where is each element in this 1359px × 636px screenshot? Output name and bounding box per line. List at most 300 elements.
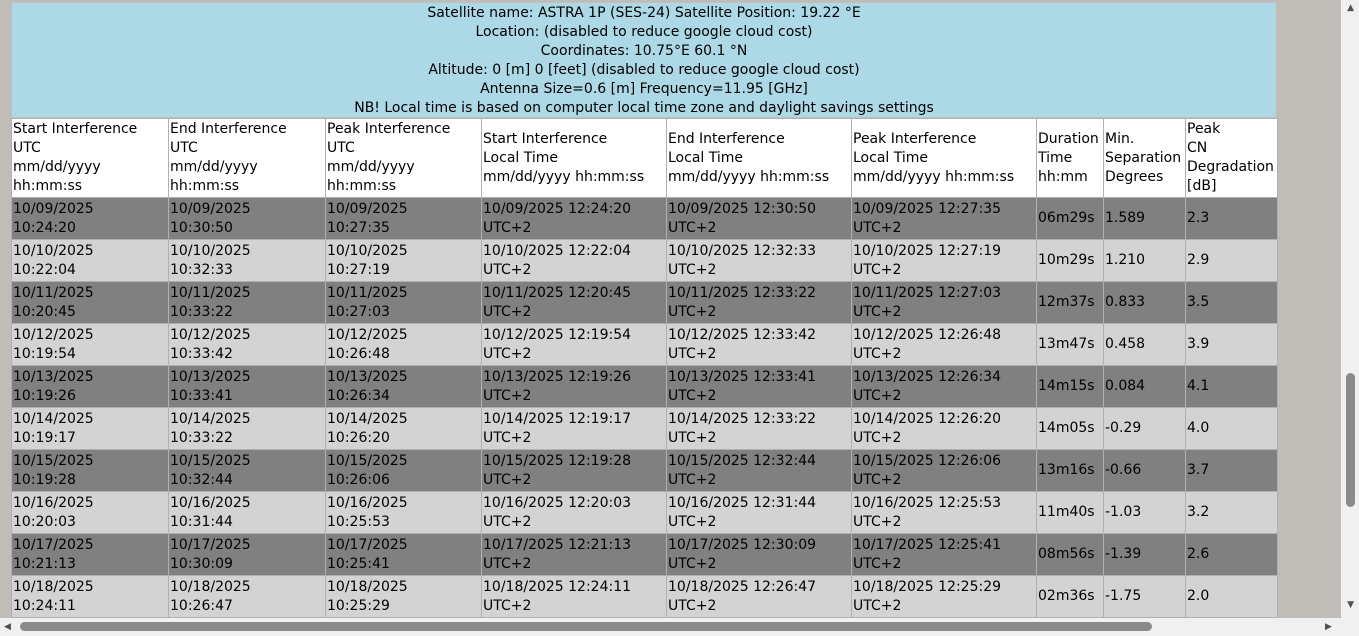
cell-line: 10/10/2025 bbox=[13, 242, 94, 259]
cell-end-local bbox=[667, 450, 852, 492]
cell-line: 10:30:50 bbox=[170, 219, 233, 236]
cell-line: 10m29s bbox=[1038, 252, 1095, 268]
cell-min-separation bbox=[1104, 576, 1186, 618]
cell-line: UTC+2 bbox=[483, 345, 532, 362]
cell-start-local bbox=[482, 450, 667, 492]
coordinates-line: Coordinates: 10.75°E 60.1 °N bbox=[540, 43, 748, 59]
cell-line: 10/17/2025 bbox=[170, 536, 251, 553]
cell-end-utc bbox=[169, 282, 326, 324]
cell-end-local bbox=[667, 240, 852, 282]
cell-line: 10:26:34 bbox=[327, 387, 390, 404]
location-line: Location: (disabled to reduce google cloud cost) bbox=[475, 24, 813, 40]
column-header-line: UTC bbox=[13, 140, 41, 156]
cell-line: 2.0 bbox=[1187, 588, 1210, 604]
cell-line: 10:26:06 bbox=[327, 471, 390, 488]
cell-line: 10:24:20 bbox=[13, 219, 76, 236]
cell-line: 10/15/2025 12:32:44 bbox=[668, 452, 817, 469]
cell-line: 14m05s bbox=[1038, 420, 1095, 436]
column-header-line: CN bbox=[1187, 140, 1208, 156]
cell-line: 10/18/2025 12:24:11 bbox=[483, 578, 632, 595]
column-header-line: mm/dd/yyyy bbox=[327, 159, 415, 175]
cell-line: UTC+2 bbox=[668, 219, 717, 236]
cell-min-separation bbox=[1104, 240, 1186, 282]
local-time-note: NB! Local time is based on computer local time zone and daylight savings settings bbox=[354, 100, 934, 116]
cell-line: 14m15s bbox=[1038, 378, 1095, 394]
cell-peak-cn-degradation bbox=[1186, 198, 1278, 240]
cell-line: 10/11/2025 bbox=[170, 284, 251, 301]
table-row bbox=[12, 324, 1278, 366]
cell-line: 10/14/2025 bbox=[327, 410, 408, 427]
cell-line: UTC+2 bbox=[853, 303, 902, 320]
cell-line: 13m47s bbox=[1038, 336, 1095, 352]
cell-duration bbox=[1037, 408, 1104, 450]
cell-line: 2.3 bbox=[1187, 210, 1210, 226]
cell-line: 10/16/2025 bbox=[170, 494, 251, 511]
cell-end-utc bbox=[169, 450, 326, 492]
cell-peak-cn-degradation bbox=[1186, 492, 1278, 534]
cell-line: 10:32:33 bbox=[170, 261, 233, 278]
cell-min-separation bbox=[1104, 534, 1186, 576]
cell-min-separation bbox=[1104, 324, 1186, 366]
cell-peak-cn-degradation bbox=[1186, 408, 1278, 450]
cell-line: 1.210 bbox=[1105, 252, 1146, 268]
cell-line: -0.66 bbox=[1105, 462, 1142, 478]
cell-start-local bbox=[482, 282, 667, 324]
cell-peak-local bbox=[852, 198, 1037, 240]
table-header-row bbox=[12, 119, 1278, 198]
cell-line: 10:26:47 bbox=[170, 597, 233, 614]
column-header-peak-local bbox=[852, 119, 1037, 198]
cell-line: 10/14/2025 12:33:22 bbox=[668, 410, 817, 427]
cell-line: 10:25:29 bbox=[327, 597, 390, 614]
cell-line: 10/13/2025 12:33:41 bbox=[668, 368, 817, 385]
cell-line: 10/11/2025 12:33:22 bbox=[668, 284, 817, 301]
cell-line: UTC+2 bbox=[853, 387, 902, 404]
table-row bbox=[12, 282, 1278, 324]
cell-line: UTC+2 bbox=[853, 345, 902, 362]
column-header-start-utc bbox=[12, 119, 169, 198]
cell-line: UTC+2 bbox=[483, 303, 532, 320]
vertical-scroll-thumb[interactable] bbox=[1346, 373, 1355, 507]
cell-start-local bbox=[482, 366, 667, 408]
cell-line: UTC+2 bbox=[853, 429, 902, 446]
altitude-line: Altitude: 0 [m] 0 [feet] (disabled to reduce google cloud cost) bbox=[428, 62, 860, 78]
cell-start-local bbox=[482, 408, 667, 450]
cell-duration bbox=[1037, 450, 1104, 492]
cell-peak-local bbox=[852, 408, 1037, 450]
cell-start-local bbox=[482, 324, 667, 366]
cell-line: 10:26:20 bbox=[327, 429, 390, 446]
column-header-line: hh:mm:ss bbox=[13, 178, 83, 194]
satellite-name-line: Satellite name: ASTRA 1P (SES-24) Satellite Position: 19.22 °E bbox=[427, 5, 861, 21]
cell-line: 10:19:26 bbox=[13, 387, 76, 404]
cell-end-utc bbox=[169, 534, 326, 576]
cell-peak-local bbox=[852, 576, 1037, 618]
cell-min-separation bbox=[1104, 366, 1186, 408]
cell-line: 10/09/2025 12:30:50 bbox=[668, 200, 817, 217]
cell-line: 10:33:22 bbox=[170, 429, 233, 446]
cell-line: 10/12/2025 bbox=[170, 326, 251, 343]
cell-end-local bbox=[667, 198, 852, 240]
cell-line: UTC+2 bbox=[483, 471, 532, 488]
cell-start-utc bbox=[12, 534, 169, 576]
cell-peak-utc bbox=[326, 282, 482, 324]
horizontal-scroll-thumb[interactable] bbox=[20, 622, 1152, 631]
cell-line: 10:33:41 bbox=[170, 387, 233, 404]
column-header-line: Start Interference bbox=[483, 130, 608, 147]
column-header-min-separation bbox=[1104, 119, 1186, 198]
cell-line: 10/18/2025 12:26:47 bbox=[668, 578, 817, 595]
cell-line: UTC+2 bbox=[853, 219, 902, 236]
vertical-scrollbar[interactable] bbox=[1341, 0, 1359, 618]
cell-line: 3.7 bbox=[1187, 462, 1210, 478]
column-header-line: End Interference bbox=[668, 130, 785, 147]
cell-line: UTC+2 bbox=[483, 219, 532, 236]
cell-line: 10:32:44 bbox=[170, 471, 233, 488]
cell-peak-local bbox=[852, 492, 1037, 534]
column-header-line: [dB] bbox=[1187, 178, 1217, 194]
cell-line: 10/16/2025 12:25:53 bbox=[853, 494, 1002, 511]
cell-line: 10:19:54 bbox=[13, 345, 76, 362]
cell-line: UTC+2 bbox=[853, 513, 902, 530]
cell-line: 10:31:44 bbox=[170, 513, 233, 530]
cell-min-separation bbox=[1104, 450, 1186, 492]
cell-line: UTC+2 bbox=[483, 555, 532, 572]
cell-peak-local bbox=[852, 534, 1037, 576]
table-row bbox=[12, 450, 1278, 492]
cell-start-local bbox=[482, 198, 667, 240]
cell-end-local bbox=[667, 324, 852, 366]
cell-line: 10/16/2025 12:31:44 bbox=[668, 494, 817, 511]
column-header-line: Local Time bbox=[483, 149, 558, 166]
cell-line: 10:22:04 bbox=[13, 261, 76, 278]
column-header-line: Degrees bbox=[1105, 168, 1164, 185]
cell-line: 10:21:13 bbox=[13, 555, 76, 572]
cell-min-separation bbox=[1104, 198, 1186, 240]
column-header-line: mm/dd/yyyy hh:mm:ss bbox=[668, 168, 830, 185]
cell-line: 10/12/2025 12:26:48 bbox=[853, 326, 1002, 343]
column-header-duration bbox=[1037, 119, 1104, 198]
cell-line: 10:27:35 bbox=[327, 219, 390, 236]
cell-line: 10:26:48 bbox=[327, 345, 390, 362]
cell-line: UTC+2 bbox=[668, 513, 717, 530]
cell-line: 3.9 bbox=[1187, 336, 1210, 352]
column-header-line: Start Interference bbox=[13, 121, 138, 137]
column-header-line: Local Time bbox=[668, 149, 743, 166]
cell-peak-local bbox=[852, 282, 1037, 324]
cell-line: 10/15/2025 bbox=[13, 452, 94, 469]
cell-line: UTC+2 bbox=[668, 303, 717, 320]
cell-line: 10/16/2025 12:20:03 bbox=[483, 494, 632, 511]
cell-line: UTC+2 bbox=[853, 597, 902, 614]
cell-duration bbox=[1037, 492, 1104, 534]
satellite-info-header bbox=[11, 2, 1277, 118]
cell-line: UTC+2 bbox=[668, 345, 717, 362]
antenna-line: Antenna Size=0.6 [m] Frequency=11.95 [GHz] bbox=[480, 81, 808, 97]
cell-line: 3.5 bbox=[1187, 294, 1210, 310]
interference-table bbox=[11, 118, 1278, 618]
cell-start-utc bbox=[12, 450, 169, 492]
column-header-line: Local Time bbox=[853, 149, 928, 166]
cell-start-utc bbox=[12, 282, 169, 324]
cell-peak-cn-degradation bbox=[1186, 366, 1278, 408]
cell-line: 10/09/2025 bbox=[170, 200, 251, 217]
cell-line: 10/10/2025 bbox=[327, 242, 408, 259]
column-header-peak-utc bbox=[326, 119, 482, 198]
cell-start-local bbox=[482, 534, 667, 576]
cell-peak-local bbox=[852, 324, 1037, 366]
cell-peak-utc bbox=[326, 198, 482, 240]
column-header-line: Degradation bbox=[1187, 159, 1274, 175]
interference-report bbox=[11, 2, 1277, 618]
cell-line: 10/17/2025 bbox=[13, 536, 94, 553]
cell-end-utc bbox=[169, 198, 326, 240]
column-header-line: Peak bbox=[1187, 121, 1221, 137]
cell-min-separation bbox=[1104, 492, 1186, 534]
cell-line: 13m16s bbox=[1038, 462, 1095, 478]
cell-line: 10:27:19 bbox=[327, 261, 390, 278]
cell-line: 10/12/2025 12:33:42 bbox=[668, 326, 817, 343]
column-header-line: Time bbox=[1038, 149, 1073, 166]
cell-peak-utc bbox=[326, 534, 482, 576]
cell-peak-cn-degradation bbox=[1186, 240, 1278, 282]
cell-line: 10/11/2025 bbox=[327, 284, 408, 301]
cell-line: 10/14/2025 bbox=[13, 410, 94, 427]
cell-start-utc bbox=[12, 408, 169, 450]
column-header-line: Peak Interference bbox=[327, 121, 451, 137]
cell-end-local bbox=[667, 282, 852, 324]
column-header-line: mm/dd/yyyy hh:mm:ss bbox=[853, 168, 1015, 185]
cell-line: 10/18/2025 bbox=[13, 578, 94, 595]
cell-line: -1.03 bbox=[1105, 504, 1142, 520]
table-row bbox=[12, 408, 1278, 450]
cell-line: 10:30:09 bbox=[170, 555, 233, 572]
cell-line: 12m37s bbox=[1038, 294, 1095, 310]
cell-line: 10/17/2025 bbox=[327, 536, 408, 553]
cell-line: 08m56s bbox=[1038, 546, 1095, 562]
cell-line: UTC+2 bbox=[853, 471, 902, 488]
cell-peak-utc bbox=[326, 450, 482, 492]
table-row bbox=[12, 576, 1278, 618]
cell-line: 10/10/2025 bbox=[170, 242, 251, 259]
table-row bbox=[12, 198, 1278, 240]
cell-line: 10/15/2025 12:26:06 bbox=[853, 452, 1002, 469]
cell-line: 10/12/2025 bbox=[13, 326, 94, 343]
cell-peak-cn-degradation bbox=[1186, 450, 1278, 492]
cell-line: 10/13/2025 bbox=[13, 368, 94, 385]
cell-line: 10/11/2025 12:27:03 bbox=[853, 284, 1002, 301]
cell-line: UTC+2 bbox=[483, 597, 532, 614]
table-row bbox=[12, 492, 1278, 534]
table-body bbox=[12, 198, 1278, 618]
cell-line: 10/09/2025 12:27:35 bbox=[853, 200, 1002, 217]
cell-duration bbox=[1037, 534, 1104, 576]
cell-line: 10/15/2025 12:19:28 bbox=[483, 452, 632, 469]
column-header-line: mm/dd/yyyy hh:mm:ss bbox=[483, 168, 645, 185]
column-header-line: UTC bbox=[170, 140, 198, 156]
cell-start-local bbox=[482, 240, 667, 282]
cell-peak-local bbox=[852, 240, 1037, 282]
cell-line: UTC+2 bbox=[668, 429, 717, 446]
cell-line: 10/16/2025 bbox=[13, 494, 94, 511]
cell-peak-cn-degradation bbox=[1186, 576, 1278, 618]
cell-end-local bbox=[667, 492, 852, 534]
column-header-line: Duration bbox=[1038, 130, 1099, 147]
cell-line: UTC+2 bbox=[853, 261, 902, 278]
cell-line: -1.39 bbox=[1105, 546, 1142, 562]
cell-peak-utc bbox=[326, 576, 482, 618]
horizontal-scrollbar[interactable] bbox=[0, 618, 1341, 636]
cell-peak-utc bbox=[326, 492, 482, 534]
column-header-end-local bbox=[667, 119, 852, 198]
cell-end-utc bbox=[169, 324, 326, 366]
cell-line: 10/11/2025 bbox=[13, 284, 94, 301]
column-header-line: UTC bbox=[327, 140, 355, 156]
cell-line: 4.1 bbox=[1187, 378, 1210, 394]
cell-line: 10/18/2025 bbox=[170, 578, 251, 595]
column-header-line: Separation bbox=[1105, 149, 1182, 166]
column-header-line: Peak Interference bbox=[853, 130, 977, 147]
cell-line: UTC+2 bbox=[483, 513, 532, 530]
cell-line: 2.9 bbox=[1187, 252, 1210, 268]
cell-line: 10:19:28 bbox=[13, 471, 76, 488]
cell-line: 10/13/2025 bbox=[170, 368, 251, 385]
cell-start-utc bbox=[12, 366, 169, 408]
cell-start-utc bbox=[12, 576, 169, 618]
cell-end-utc bbox=[169, 366, 326, 408]
column-header-end-utc bbox=[169, 119, 326, 198]
cell-peak-local bbox=[852, 450, 1037, 492]
cell-line: 10/18/2025 bbox=[327, 578, 408, 595]
cell-line: 02m36s bbox=[1038, 588, 1095, 604]
cell-line: 10/09/2025 bbox=[13, 200, 94, 217]
cell-line: 0.833 bbox=[1105, 294, 1146, 310]
cell-end-local bbox=[667, 366, 852, 408]
cell-line: 10/13/2025 12:19:26 bbox=[483, 368, 632, 385]
cell-line: 1.589 bbox=[1105, 210, 1146, 226]
cell-line: 10:33:42 bbox=[170, 345, 233, 362]
cell-end-utc bbox=[169, 240, 326, 282]
cell-line: 10:20:03 bbox=[13, 513, 76, 530]
cell-duration bbox=[1037, 198, 1104, 240]
cell-line: 10/18/2025 12:25:29 bbox=[853, 578, 1002, 595]
cell-line: 11m40s bbox=[1038, 504, 1095, 520]
table-row bbox=[12, 366, 1278, 408]
cell-line: 10/13/2025 12:26:34 bbox=[853, 368, 1002, 385]
cell-line: UTC+2 bbox=[668, 261, 717, 278]
cell-line: 0.458 bbox=[1105, 336, 1146, 352]
cell-line: 10/15/2025 bbox=[327, 452, 408, 469]
cell-line: 2.6 bbox=[1187, 546, 1210, 562]
scroll-left-icon[interactable]: ◀ bbox=[4, 622, 11, 632]
cell-line: 10/12/2025 bbox=[327, 326, 408, 343]
cell-duration bbox=[1037, 366, 1104, 408]
table-row bbox=[12, 534, 1278, 576]
column-header-line: mm/dd/yyyy bbox=[170, 159, 258, 175]
column-header-line: mm/dd/yyyy bbox=[13, 159, 101, 175]
cell-start-utc bbox=[12, 324, 169, 366]
cell-line: UTC+2 bbox=[668, 597, 717, 614]
cell-line: 10:27:03 bbox=[327, 303, 390, 320]
cell-line: 10/10/2025 12:32:33 bbox=[668, 242, 817, 259]
cell-end-utc bbox=[169, 492, 326, 534]
cell-line: UTC+2 bbox=[853, 555, 902, 572]
cell-line: 10/14/2025 12:19:17 bbox=[483, 410, 632, 427]
cell-line: UTC+2 bbox=[668, 387, 717, 404]
scroll-down-icon[interactable]: ▼ bbox=[1347, 600, 1354, 610]
cell-end-local bbox=[667, 576, 852, 618]
cell-duration bbox=[1037, 324, 1104, 366]
cell-line: 10/12/2025 12:19:54 bbox=[483, 326, 632, 343]
cell-line: UTC+2 bbox=[668, 555, 717, 572]
cell-line: 10/17/2025 12:30:09 bbox=[668, 536, 817, 553]
cell-line: 10/11/2025 12:20:45 bbox=[483, 284, 632, 301]
cell-peak-local bbox=[852, 366, 1037, 408]
cell-peak-utc bbox=[326, 324, 482, 366]
cell-peak-utc bbox=[326, 240, 482, 282]
cell-peak-utc bbox=[326, 366, 482, 408]
cell-line: UTC+2 bbox=[483, 429, 532, 446]
cell-line: 10:20:45 bbox=[13, 303, 76, 320]
column-header-line: hh:mm bbox=[1038, 168, 1088, 185]
cell-min-separation bbox=[1104, 408, 1186, 450]
scrollbar-corner bbox=[1341, 618, 1359, 636]
cell-peak-cn-degradation bbox=[1186, 282, 1278, 324]
column-header-line: hh:mm:ss bbox=[170, 178, 240, 194]
cell-line: UTC+2 bbox=[483, 387, 532, 404]
cell-line: 10/14/2025 12:26:20 bbox=[853, 410, 1002, 427]
cell-line: 10/15/2025 bbox=[170, 452, 251, 469]
cell-line: 10:24:11 bbox=[13, 597, 76, 614]
cell-end-local bbox=[667, 534, 852, 576]
cell-peak-cn-degradation bbox=[1186, 534, 1278, 576]
cell-peak-utc bbox=[326, 408, 482, 450]
table-row bbox=[12, 240, 1278, 282]
cell-line: 0.084 bbox=[1105, 378, 1146, 394]
cell-start-local bbox=[482, 576, 667, 618]
column-header-start-local bbox=[482, 119, 667, 198]
cell-line: 10/10/2025 12:27:19 bbox=[853, 242, 1002, 259]
cell-line: 10:25:41 bbox=[327, 555, 390, 572]
cell-line: 10/13/2025 bbox=[327, 368, 408, 385]
cell-line: UTC+2 bbox=[483, 261, 532, 278]
cell-line: 10/17/2025 12:21:13 bbox=[483, 536, 632, 553]
cell-line: 4.0 bbox=[1187, 420, 1210, 436]
cell-end-utc bbox=[169, 408, 326, 450]
scroll-up-icon[interactable]: ▲ bbox=[1347, 3, 1354, 13]
cell-line: 06m29s bbox=[1038, 210, 1095, 226]
cell-line: 10/09/2025 bbox=[327, 200, 408, 217]
column-header-line: Min. bbox=[1105, 130, 1135, 147]
cell-min-separation bbox=[1104, 282, 1186, 324]
cell-duration bbox=[1037, 576, 1104, 618]
cell-line: 10:19:17 bbox=[13, 429, 76, 446]
cell-duration bbox=[1037, 240, 1104, 282]
column-header-line: hh:mm:ss bbox=[327, 178, 397, 194]
cell-start-utc bbox=[12, 492, 169, 534]
cell-line: 3.2 bbox=[1187, 504, 1210, 520]
cell-line: 10/17/2025 12:25:41 bbox=[853, 536, 1002, 553]
cell-peak-cn-degradation bbox=[1186, 324, 1278, 366]
cell-line: 10/09/2025 12:24:20 bbox=[483, 200, 632, 217]
cell-end-local bbox=[667, 408, 852, 450]
cell-line: 10:33:22 bbox=[170, 303, 233, 320]
cell-line: -1.75 bbox=[1105, 588, 1142, 604]
column-header-line: End Interference bbox=[170, 121, 287, 137]
cell-line: 10:25:53 bbox=[327, 513, 390, 530]
scroll-right-icon[interactable]: ▶ bbox=[1325, 622, 1332, 632]
cell-line: 10/14/2025 bbox=[170, 410, 251, 427]
